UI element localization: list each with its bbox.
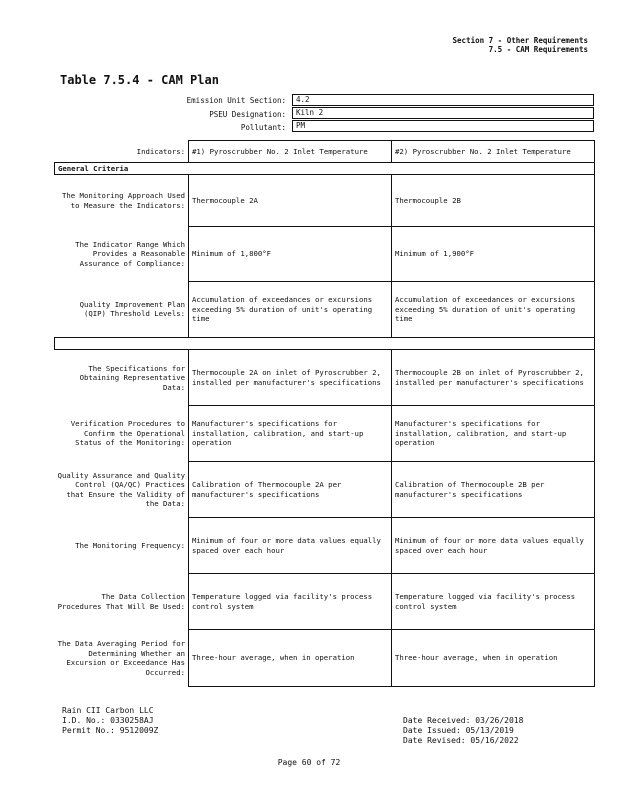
row-value-2: Accumulation of exceedances or excursions exceeding 5% duration of unit's operating time (391, 282, 594, 338)
row-value-2: Minimum of 1,900°F (391, 227, 594, 282)
cam-plan-table (54, 140, 595, 687)
company-name: Rain CII Carbon LLC (62, 706, 154, 715)
indicators-label: Indicators: (136, 146, 185, 156)
section-header-line2: 7.5 - CAM Requirements (488, 45, 588, 54)
row-value-1: Calibration of Thermocouple 2A per manufacturer's specifications (189, 462, 392, 518)
date-received: Date Received: 03/26/2018 (403, 716, 524, 725)
general-criteria-row (55, 163, 595, 175)
page-number: Page 60 of 72 (277, 758, 341, 767)
table-row (55, 282, 595, 338)
pollutant-label: Pollutant: (240, 123, 286, 132)
general-criteria-heading: General Criteria (55, 163, 595, 175)
row-value-1: Manufacturer's specifications for installation, calibration, and start-up operation (189, 406, 392, 462)
blank-separator (55, 338, 595, 350)
row-label: The Specifications for Obtaining Representative Data: (79, 363, 185, 392)
table-row (55, 518, 595, 574)
permit-number: Permit No.: 9512009Z (62, 726, 159, 735)
row-value-2: Thermocouple 2B on inlet of Pyroscrubber 2, installed per manufacturer's specifications (391, 350, 594, 406)
pollutant-value: PM (292, 120, 594, 132)
table-row (55, 227, 595, 282)
date-revised: Date Revised: 05/16/2022 (403, 736, 519, 745)
table-title: Table 7.5.4 - CAM Plan (60, 73, 219, 87)
emission-unit-label: Emission Unit Section: (186, 96, 286, 105)
row-label: The Data Collection Procedures That Will Be Used: (57, 592, 185, 611)
indicator-2 (391, 141, 594, 163)
row-value-2: Thermocouple 2B (391, 175, 594, 227)
section-header-line1: Section 7 - Other Requirements (452, 36, 588, 45)
indicator-1-text: Pyroscrubber No. 2 Inlet Temperature (209, 146, 368, 156)
date-issued: Date Issued: 05/13/2019 (403, 726, 514, 735)
row-value-1: Minimum of 1,800°F (189, 227, 392, 282)
indicator-1-number: #1) (192, 146, 206, 156)
emission-unit-value: 4.2 (292, 94, 594, 106)
indicators-row (55, 141, 595, 163)
separator-row (55, 338, 595, 350)
row-label: Quality Assurance and Quality Control (QA/QC) Practices that Ensure the Validity of the Data: (57, 470, 185, 508)
pseu-label: PSEU Designation: (209, 110, 286, 119)
row-label: The Data Averaging Period for Determining Whether an Excursion or Exceedance Has Occurred: (57, 639, 185, 677)
row-label: The Monitoring Frequency: (75, 540, 185, 550)
row-value-2: Calibration of Thermocouple 2B per manufacturer's specifications (391, 462, 594, 518)
row-value-2: Three-hour average, when in operation (391, 630, 594, 687)
row-label: Quality Improvement Plan (QIP) Threshold Levels: (79, 299, 185, 319)
table-row (55, 175, 595, 227)
row-value-2: Minimum of four or more data values equally spaced over each hour (391, 518, 594, 574)
row-label: The Indicator Range Which Provides a Reasonable Assurance of Compliance: (75, 239, 185, 268)
id-number: I.D. No.: 0330258AJ (62, 716, 154, 725)
row-label: Verification Procedures to Confirm the Operational Status of the Monitoring: (70, 419, 185, 448)
table-row (55, 406, 595, 462)
table-row (55, 462, 595, 518)
table-row (55, 574, 595, 630)
row-value-1: Thermocouple 2A (189, 175, 392, 227)
indicator-2-number: #2) (394, 146, 409, 156)
row-value-1: Accumulation of exceedances or excursions exceeding 5% duration of unit's operating time (189, 282, 392, 338)
row-value-1: Three-hour average, when in operation (189, 630, 392, 687)
row-value-2: Manufacturer's specifications for installation, calibration, and start-up operation (391, 406, 594, 462)
row-value-2: Temperature logged via facility's process control system (391, 574, 594, 630)
row-value-1: Thermocouple 2A on inlet of Pyroscrubber 2, installed per manufacturer's specifications (189, 350, 392, 406)
section-header (453, 36, 588, 54)
indicator-1 (189, 141, 392, 163)
row-value-1: Temperature logged via facility's process control system (189, 574, 392, 630)
date-info (403, 716, 523, 746)
row-label: The Monitoring Approach Used to Measure the Indicators: (61, 191, 185, 210)
table-row (55, 350, 595, 406)
facility-info (62, 706, 158, 736)
table-row (55, 630, 595, 687)
indicator-2-text: Pyroscrubber No. 2 Inlet Temperature (412, 146, 571, 156)
row-value-1: Minimum of four or more data values equally spaced over each hour (189, 518, 392, 574)
pseu-value: Kiln 2 (292, 107, 594, 119)
